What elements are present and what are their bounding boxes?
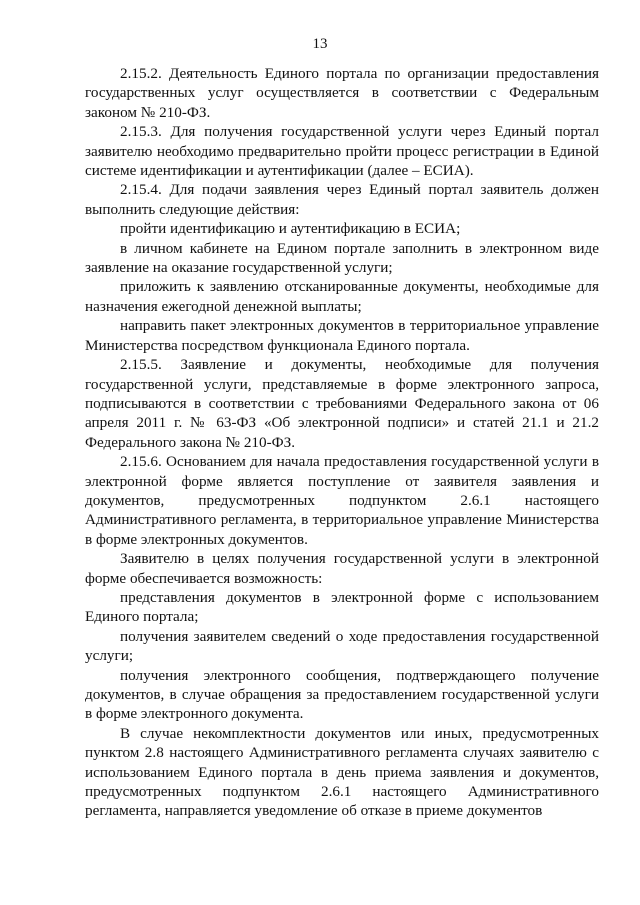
list-item-progress-info: получения заявителем сведений о ходе предоставления государственной услуги; (85, 627, 599, 665)
paragraph-incomplete-documents: В случае некомплектности документов или иных, предусмотренных пунктом 2.8 настоящего Административного регламента случаях заявителю с использованием Единого портала в день приема заявления и документов, предусмотренных подпунктом 2.6.1 настоящего Административного регламента, направляется уведомление об отказе в приеме документов (85, 724, 599, 820)
paragraph-2-15-5: 2.15.5. Заявление и документы, необходимые для получения государственной услуги, представляемые в форме электронного запроса, подписываются в соответствии с требованиями Федерального закона от 06 апреля 2011 г. № 63-ФЗ «Об электронной подписи» и статей 21.1 и 21.2 Федерального закона № 210-ФЗ. (85, 356, 599, 451)
paragraph-2-15-2: 2.15.2. Деятельность Единого портала по организации предоставления государственных услуг осуществляется в соответствии с Федеральным законом № 210-ФЗ. (85, 65, 599, 121)
list-item-fill-application: в личном кабинете на Едином портале заполнить в электронном виде заявление на оказание государственной услуги; (85, 239, 599, 277)
page-number: 13 (312, 36, 328, 52)
list-item-attach-documents: приложить к заявлению отсканированные документы, необходимые для назначения ежегодной денежной выплаты; (85, 278, 599, 315)
document-body (85, 64, 599, 821)
paragraph-2-15-6: 2.15.6. Основанием для начала предоставления государственной услуги в электронной форме является поступление от заявителя заявления и документов, предусмотренных подпунктом 2.6.1 настоящего Административного регламента, в территориальное управление Министерства в форме электронных документов. (85, 453, 599, 548)
paragraph-applicant-opportunities: Заявителю в целях получения государственной услуги в электронной форме обеспечивается возможность: (85, 550, 599, 587)
list-item-confirmation-message: получения электронного сообщения, подтверждающего получение документов, в случае обращения за предоставлением государственной услуги в форме электронного документа. (85, 666, 599, 723)
list-item-send-package: направить пакет электронных документов в территориальное управление Министерства посредством функционала Единого портала. (85, 317, 599, 354)
paragraph-2-15-3: 2.15.3. Для получения государственной услуги через Единый портал заявителю необходимо предварительно пройти процесс регистрации в Единой системе идентификации и аутентификации (далее – ЕСИА). (85, 123, 599, 180)
list-item-identification: пройти идентификацию и аутентификацию в ЕСИА; (120, 220, 461, 238)
list-item-submit-electronic: представления документов в электронной форме с использованием Единого портала; (85, 588, 599, 626)
paragraph-2-15-4: 2.15.4. Для подачи заявления через Единый портал заявитель должен выполнить следующие действия: (85, 181, 599, 218)
